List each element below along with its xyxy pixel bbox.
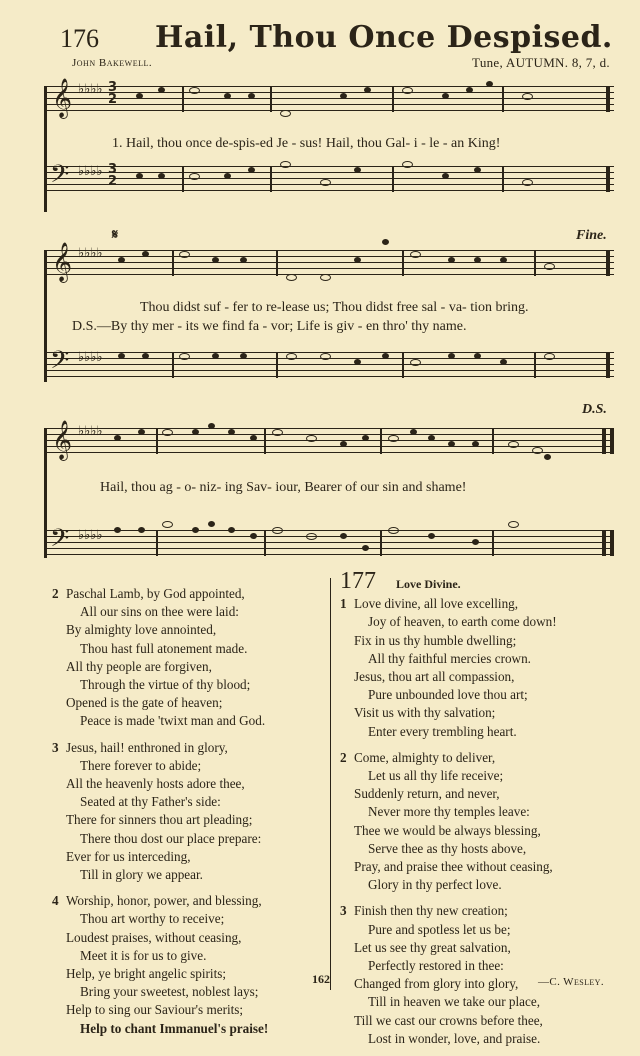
- time-signature-icon: 3 2: [108, 80, 118, 107]
- end-barline: [606, 166, 610, 192]
- verse-line: Glory in thy perfect love.: [368, 877, 502, 893]
- verse-line: Never more thy temples leave:: [368, 804, 530, 820]
- verse-line: Pure and spotless let us be;: [368, 921, 511, 937]
- key-signature-flats-icon: ♭♭♭♭: [78, 528, 103, 543]
- verse-line: All our sins on thee were laid:: [80, 604, 239, 620]
- verse-number: 3: [52, 739, 59, 755]
- verse-line: Pure unbounded love thou art;: [368, 687, 528, 703]
- verse-number: 2: [52, 586, 59, 601]
- treble-staff: [44, 428, 614, 454]
- treble-clef-icon: 𝄞: [52, 242, 73, 282]
- verse: [52, 739, 268, 885]
- verse-line: All thy faithful mercies crown.: [368, 650, 531, 666]
- tune-name: Tune, AUTUMN. 8, 7, d.: [472, 55, 610, 70]
- verse-line: Thee we would be always blessing,: [354, 822, 541, 838]
- treble-staff: [44, 250, 614, 276]
- end-barline: [606, 86, 610, 112]
- verse-line: There for sinners thou art pleading;: [66, 812, 253, 828]
- verse-line: Help, ye bright angelic spirits;: [66, 966, 227, 982]
- verse-line: Love divine, all love excelling,: [354, 596, 519, 612]
- ds-marker: D.S.: [582, 402, 607, 417]
- verse: [52, 892, 268, 1038]
- verse-line: Joy of heaven, to earth come down!: [368, 614, 557, 630]
- verse-line: Worship, honor, power, and blessing,: [66, 893, 262, 909]
- treble-clef-icon: 𝄞: [52, 78, 73, 118]
- hymn176-verses: [52, 585, 268, 1046]
- bass-clef-icon: 𝄢: [50, 524, 70, 559]
- verse-line: Bring your sweetest, noblest lays;: [80, 984, 259, 1000]
- hymn-attribution: —C. Wesley.: [537, 976, 604, 988]
- verse-line: Jesus, thou art all compassion,: [354, 669, 515, 685]
- lyric-line: 1. Hail, thou once de-spis-ed Je - sus! Hail, thou Gal- i - le - an King!: [112, 136, 501, 151]
- verse-line: Pray, and praise thee without ceasing,: [354, 859, 553, 875]
- treble-clef-icon: 𝄞: [52, 420, 73, 460]
- verse-line: Changed from glory into glory,: [354, 976, 519, 992]
- verse-line: Finish then thy new creation;: [354, 903, 508, 919]
- music-system-2: [44, 228, 614, 388]
- verse-number: 3: [340, 903, 347, 919]
- column-divider: [330, 578, 331, 990]
- verse: [52, 585, 268, 731]
- hymn-title: Hail, Thou Once Despised.: [155, 20, 613, 55]
- verse-line: There forever to abide;: [80, 757, 202, 773]
- verse-number: 4: [52, 893, 59, 909]
- hymn-number: 177: [340, 568, 376, 594]
- verse-line: There thou dost our place prepare:: [80, 830, 262, 846]
- verse-line: Let us see thy great salvation,: [354, 939, 511, 955]
- hymn-title: Love Divine.: [396, 577, 461, 591]
- verse: [340, 902, 557, 1048]
- verse-line: Thou hast full atonement made.: [80, 640, 248, 656]
- hymn177-verses: [340, 568, 557, 1056]
- key-signature-flats-icon: ♭♭♭♭: [78, 350, 103, 365]
- segno-icon: 𝄋: [112, 228, 119, 243]
- hymn-number: 176: [60, 24, 99, 53]
- verse-number: 2: [340, 749, 347, 765]
- music-system-1: [44, 80, 614, 220]
- key-signature-flats-icon: ♭♭♭♭: [78, 424, 103, 439]
- verse-line: Serve thee as thy hosts above,: [368, 840, 527, 856]
- key-signature-flats-icon: ♭♭♭♭: [78, 82, 103, 97]
- verse-line: Enter every trembling heart.: [368, 723, 517, 739]
- key-signature-flats-icon: ♭♭♭♭: [78, 164, 103, 179]
- verse-number: 1: [340, 596, 347, 612]
- lyric-line-ds: D.S.—By thy mer - its we find fa - vor; Life is giv - en thro' thy name.: [72, 319, 467, 334]
- lyric-line: Thou didst suf - fer to re-lease us; Thou didst free sal - va- tion bring.: [140, 300, 529, 315]
- hymn-author: John Bakewell.: [72, 57, 153, 69]
- fine-marker: Fine.: [576, 228, 607, 243]
- verse: [340, 749, 557, 895]
- hymn177-header: [340, 568, 557, 594]
- verse: [340, 595, 557, 741]
- verse-line: By almighty love annointed,: [66, 622, 217, 638]
- verse-line: Jesus, hail! enthroned in glory,: [66, 739, 228, 755]
- verse-line: All the heavenly hosts adore thee,: [66, 776, 245, 792]
- verse-line: Come, almighty to deliver,: [354, 749, 496, 765]
- verse-line: Ever for us interceding,: [66, 848, 191, 864]
- verse-line: Till in glory we appear.: [80, 867, 203, 883]
- verse-line: Help to chant Immanuel's praise!: [80, 1020, 269, 1036]
- page-number: 162: [312, 972, 330, 986]
- verse-line: Opened is the gate of heaven;: [66, 695, 223, 711]
- verse-line: Visit us with thy salvation;: [354, 705, 496, 721]
- verse-line: Peace is made 'twixt man and God.: [80, 713, 266, 729]
- key-signature-flats-icon: ♭♭♭♭: [78, 246, 103, 261]
- verse-line: Help to sing our Saviour's merits;: [66, 1002, 244, 1018]
- verse-line: Till we cast our crowns before thee,: [354, 1012, 543, 1028]
- verse-line: Lost in wonder, love, and praise.: [368, 1030, 541, 1046]
- verse-line: Till in heaven we take our place,: [368, 994, 540, 1010]
- verse-line: Seated at thy Father's side:: [80, 794, 221, 810]
- verse-line: Fix in us thy humble dwelling;: [354, 632, 517, 648]
- time-signature-icon: 3 2: [108, 162, 118, 189]
- verse-line: Thou art worthy to receive;: [80, 911, 225, 927]
- verse-line: Paschal Lamb, by God appointed,: [66, 586, 245, 601]
- verse-line: Meet it is for us to give.: [80, 947, 207, 963]
- verse-line: Perfectly restored in thee:: [368, 958, 504, 974]
- bass-clef-icon: 𝄢: [50, 346, 70, 381]
- verse-line: Through the virtue of thy blood;: [80, 677, 251, 693]
- lyric-line: Hail, thou ag - o- niz- ing Sav- iour, Bearer of our sin and shame!: [100, 480, 467, 495]
- verse-line: Loudest praises, without ceasing,: [66, 929, 242, 945]
- music-system-3: [44, 396, 614, 566]
- verse-line: Suddenly return, and never,: [354, 786, 500, 802]
- verse-line: Let us all thy life receive;: [368, 768, 504, 784]
- bass-staff: [44, 530, 614, 556]
- verse-line: All thy people are forgiven,: [66, 658, 212, 674]
- bass-clef-icon: 𝄢: [50, 160, 70, 195]
